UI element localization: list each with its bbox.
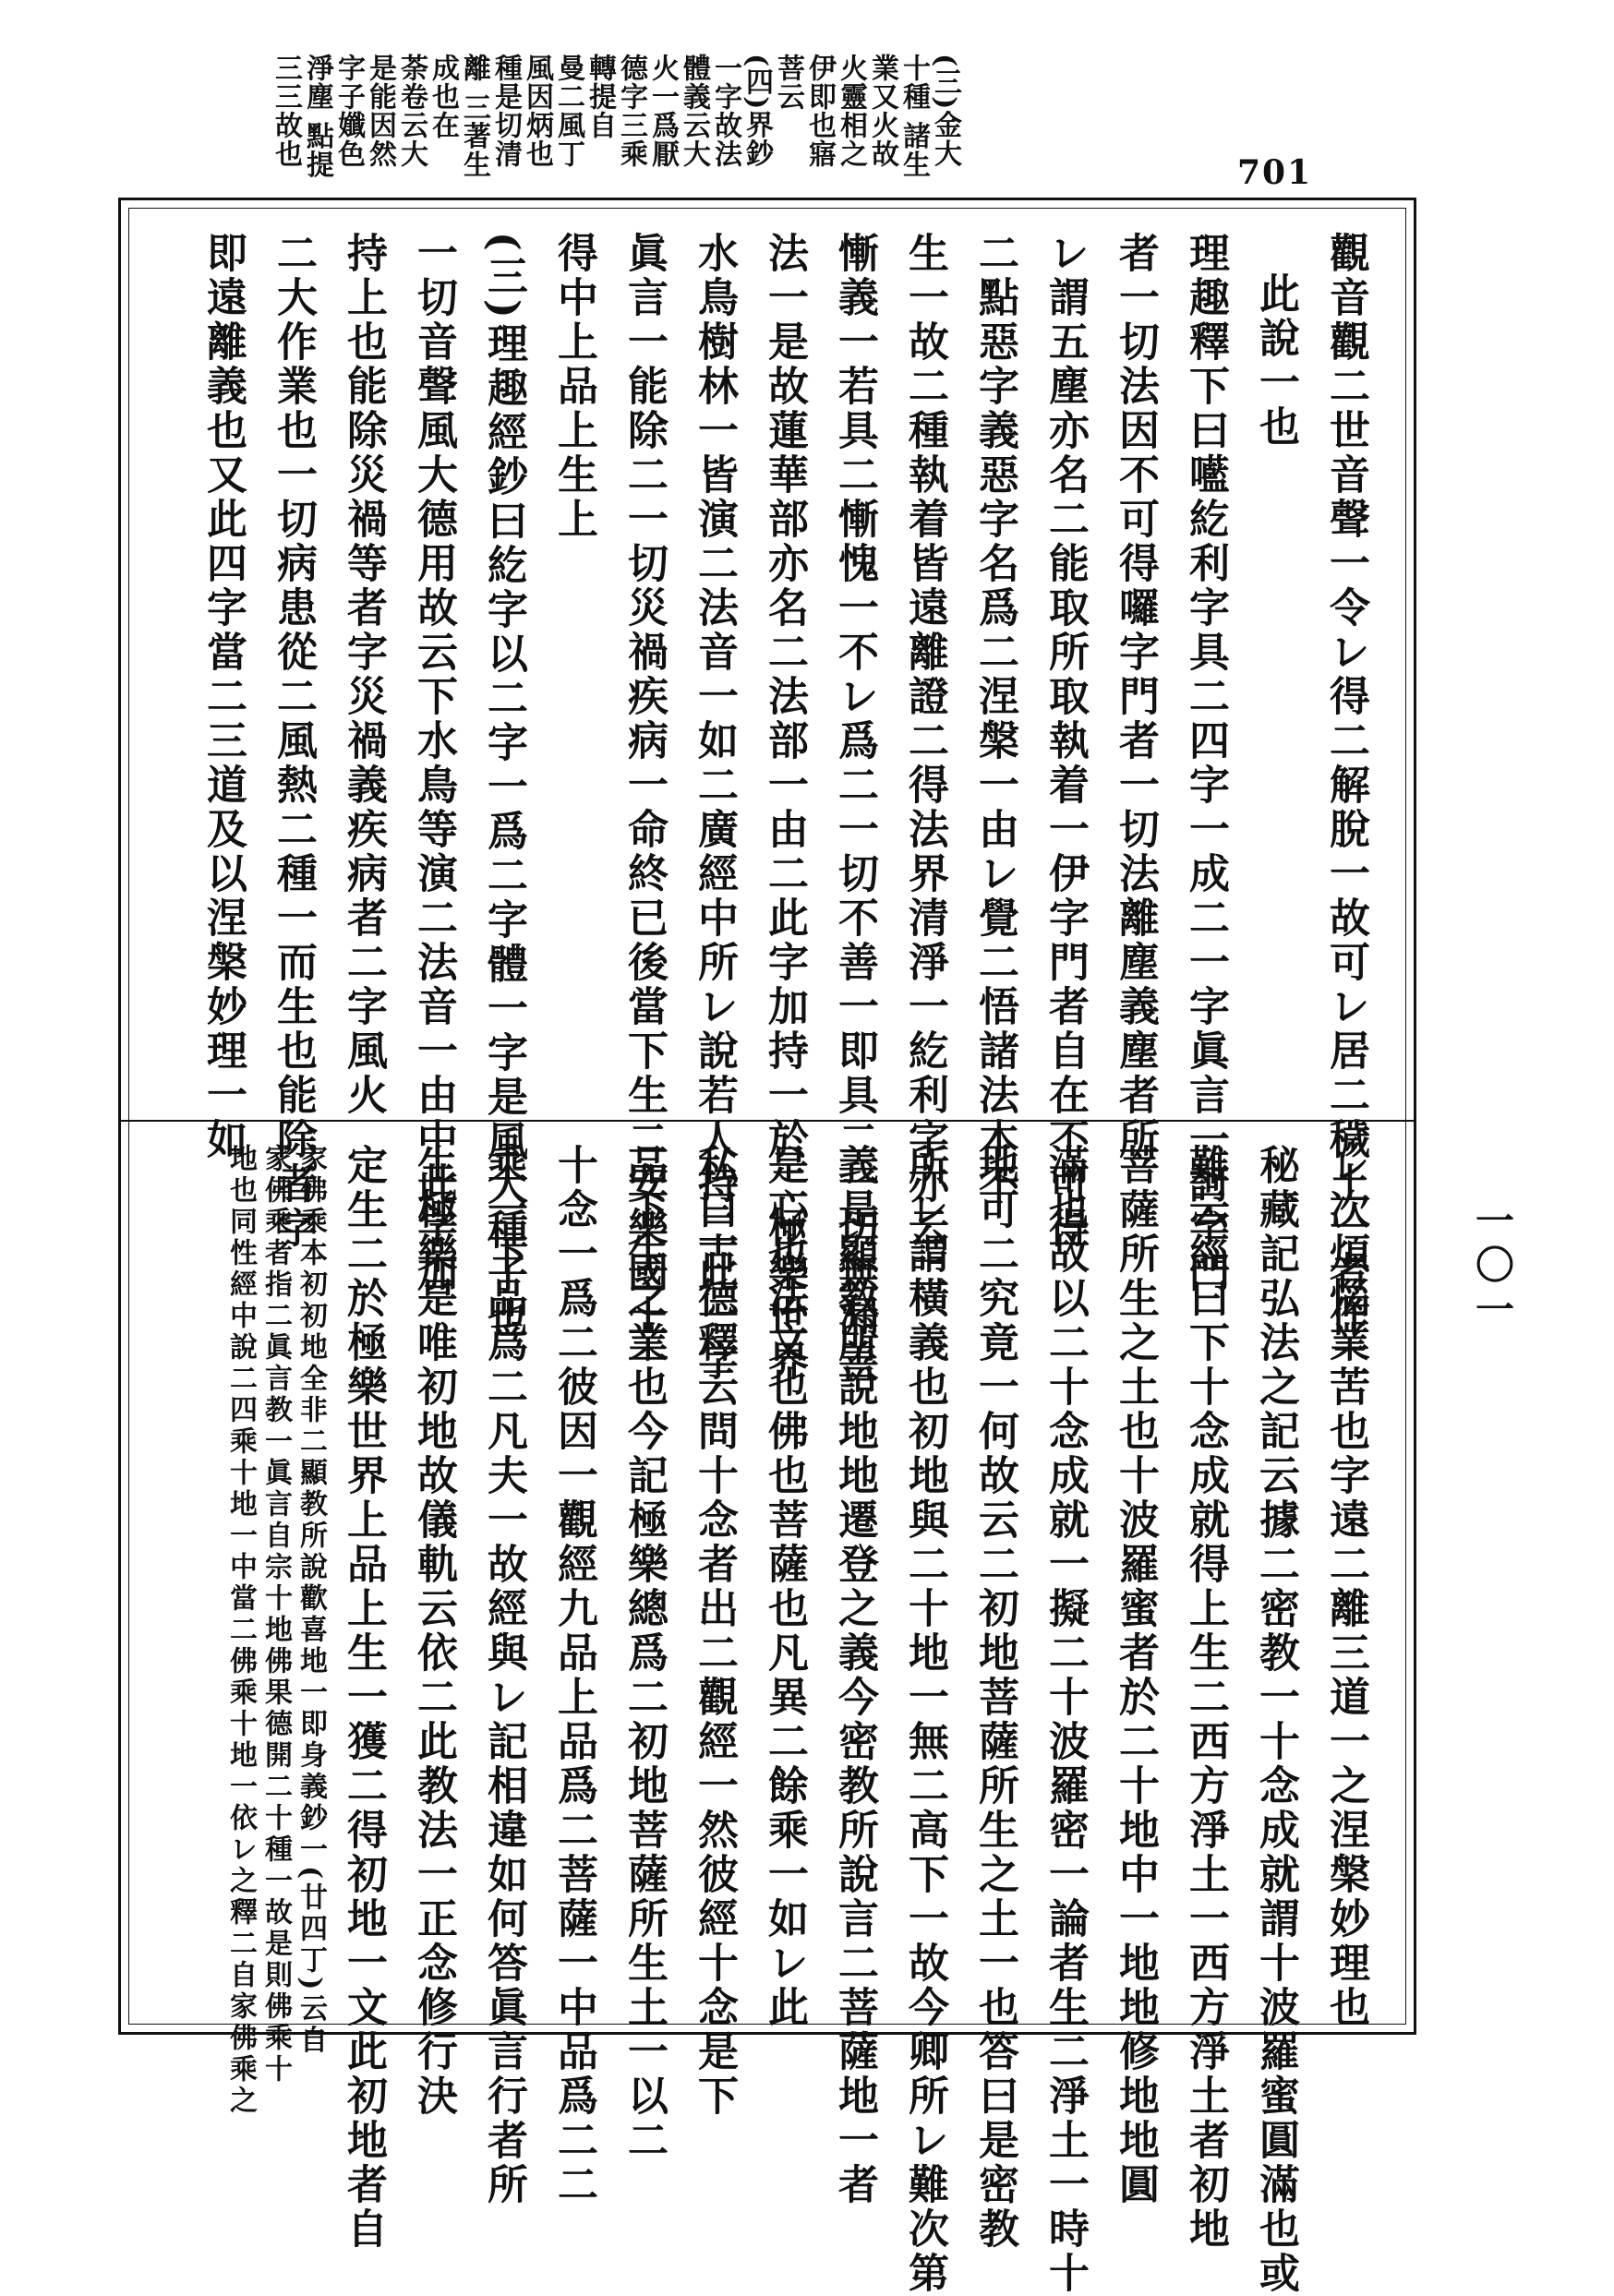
text-line: 二點惡字義惡字名爲二涅槃一由レ覺二悟諸法本不 xyxy=(971,232,1018,1207)
text-line: 慚義一若具二慚愧一不レ爲二一切不善一即具二一切無漏善 xyxy=(831,232,878,1384)
text-line: 二大作業也一切病患從二風熱二種一而生也能除者字 xyxy=(270,232,317,1251)
headnote-line: 荼卷云大是能因然字子孅色淨塵 點提三三故也 xyxy=(270,54,428,179)
text-line: 生極樂是唯初地故儀軌云依二此教法一正念修行決 xyxy=(410,1144,457,2119)
headnote-line: 曼二風丁風因炳也種是切清離 三著生成也在 xyxy=(427,54,584,179)
text-line: レ謂五塵亦名二能取所取執着一伊字門者自在不可得 xyxy=(1042,232,1089,1251)
page-number: 701 xyxy=(1237,153,1313,192)
text-line: 持上也能除災禍等者字災禍義疾病者二字風火 xyxy=(340,232,387,1118)
text-line: (三)理趣經鈔曰紇字以二字一爲二字體一字是風大種子也 xyxy=(480,232,527,1341)
text-line: 所レ謂橫義也初地與二十地一無二高下一故今卿所レ難次第 xyxy=(901,1144,948,2296)
headnote-line: (三)金大十種 諸生業又火故火靈相之伊即也寤菩云 xyxy=(772,54,961,179)
text-line: 生一故二種執着皆遠離證二得法界清淨一紇利字亦云二 xyxy=(901,232,948,1295)
text-line: 十念一爲二彼因一觀經九品上品爲二菩薩一中品爲二二 xyxy=(550,1144,597,2207)
small-note-line: 家佛乘者指二眞言教一眞言自宗十地佛果德開二十種一故是則佛乘十 xyxy=(259,1144,292,2086)
text-line: 觀音觀二世音聲一令レ得二解脫一故可レ居二穢土一者作二 xyxy=(1322,232,1369,1384)
small-note-line: 家佛乘本初初地全非二顯教所說歡喜地一即身義鈔一(廿四丁)云自 xyxy=(295,1144,327,2057)
small-note-line: 地也同性經中說二四乘十地一中當二佛乘十地一依レ之釋二自家佛乘之 xyxy=(224,1144,257,2117)
text-line: 秘藏記弘法之記云據二密教一十念成就謂十波羅蜜圓滿也或 xyxy=(1252,1144,1299,2296)
text-line: レ次煩惱業苦也字遠二離三道一之涅槃妙理也 xyxy=(1322,1144,1369,2030)
lower-text-pane xyxy=(152,1144,1380,2296)
headnote-line: (四)界鈔一字故法體義云大火一爲厭德字三乘轉提自 xyxy=(584,54,773,168)
text-line: 難云經曰下十念成就得上生二西方淨土一西方淨土者初地 xyxy=(1182,1144,1229,2252)
text-line: 地可二究竟一何故云二初地菩薩所生之土一也答曰是密教 xyxy=(971,1144,1018,2252)
text-line: 得中上品上生上 xyxy=(550,232,597,542)
text-line: 私曰古德釋云問十念者出二觀經一然彼經十念是下 xyxy=(691,1144,738,2119)
text-line: 即遠離義也又此四字當二三道及以涅槃妙理一如 xyxy=(199,232,247,1162)
text-line: 菩薩所生之土也十波羅蜜者於二十地中一地地修地地圓 xyxy=(1112,1144,1159,2207)
side-page-number: 一〇一 xyxy=(1470,1200,1515,1333)
text-line: 義是顯教所說地地遷登之義今密教所說言二菩薩地一者 xyxy=(831,1144,878,2207)
text-line: 是心也法文也佛也菩薩也凡異二餘乘一如レ此 xyxy=(761,1144,808,2030)
text-line: 此說一也 xyxy=(1252,272,1299,450)
upper-text-pane xyxy=(152,232,1380,1384)
text-line: 眞言一能除二一切災禍疾病一命終已後當下生二安樂國土一 xyxy=(620,232,668,1384)
headnote-block xyxy=(270,54,961,190)
text-frame xyxy=(118,198,1416,2296)
text-line: 者一切法因不可得囉字門者一切法離塵義塵者所 xyxy=(1112,232,1159,1162)
text-line: 定生二於極樂世界上品上生一獲二得初地一文此初地者自 xyxy=(340,1144,387,2252)
text-line: 品下生之業也今記極樂總爲二初地菩薩所生土一以二 xyxy=(620,1144,668,2163)
text-line: 水鳥樹林一皆演二法音一如二廣經中所レ說若人持二此一字 xyxy=(691,232,738,1384)
text-line: 滿也故以二十念成就一擬二十波羅密一論者生二淨土一時十 xyxy=(1042,1144,1089,2296)
text-line: 一切音聲風大德用故云下水鳥等演二法音一由中此字加 xyxy=(410,232,457,1295)
text-line: 法一是故蓮華部亦名二法部一由二此字加持一於二極樂世界 xyxy=(761,232,808,1384)
text-line: 理趣釋下曰㘕紇利字具二四字一成二一字眞言一訶字門 xyxy=(1182,232,1229,1295)
text-line: 乘一下品爲二凡夫一故經與レ記相違如何答眞言行者所 xyxy=(480,1144,527,2207)
